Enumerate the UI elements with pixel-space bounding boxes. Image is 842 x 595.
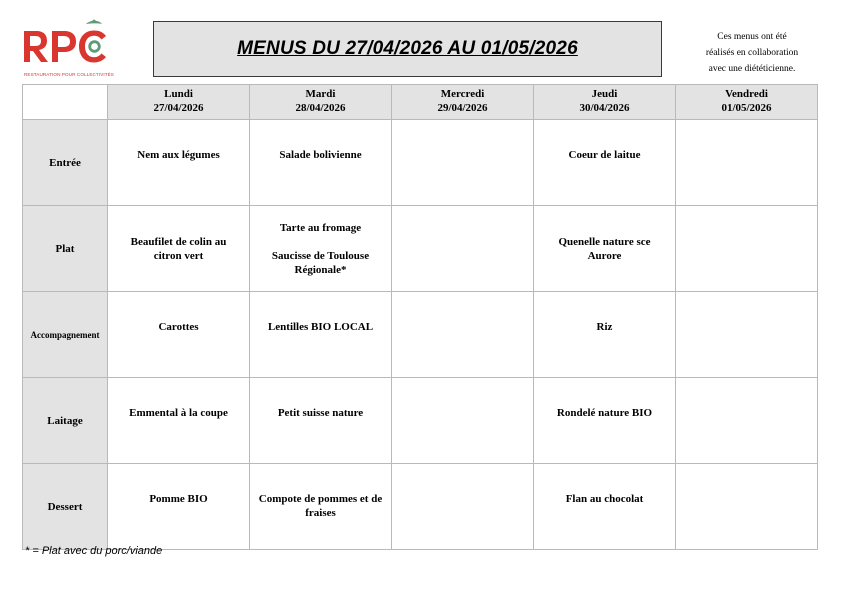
dish-line: Rondelé nature BIO: [556, 407, 653, 419]
row-label: Entrée: [23, 120, 108, 206]
menu-row-entree: [23, 120, 818, 206]
day-date: 27/04/2026: [153, 102, 204, 114]
dish-line: Quenelle nature sce: [558, 235, 651, 248]
dish-line: Pomme BIO: [149, 493, 208, 505]
menu-cell: [534, 378, 676, 464]
title-box: [153, 21, 662, 77]
dish-line: Saucisse de Toulouse: [271, 249, 370, 262]
menu-cell: [676, 206, 818, 292]
menu-cell: [108, 206, 250, 292]
row-label: Laitage: [23, 378, 108, 464]
dish-line: Nem aux légumes: [137, 149, 220, 161]
day-header: [108, 85, 250, 120]
page-title: MENUS DU 27/04/2026 AU 01/05/2026: [237, 38, 578, 59]
note-line: Ces menus ont été: [717, 32, 787, 42]
dish-line: citron vert: [153, 249, 204, 262]
day-name: Lundi: [164, 88, 193, 100]
day-date: 28/04/2026: [295, 102, 346, 114]
menu-cell: [392, 378, 534, 464]
dish-line: Petit suisse nature: [277, 407, 364, 419]
day-name: Vendredi: [725, 88, 768, 100]
day-name: Jeudi: [591, 88, 618, 100]
dish-line: Salade bolivienne: [279, 149, 362, 161]
menu-row-dessert: [23, 464, 818, 550]
menu-cell: [250, 120, 392, 206]
menu-cell: [392, 464, 534, 550]
row-label: Accompagnement: [23, 292, 108, 378]
menu-cell: [108, 120, 250, 206]
dish-line: Lentilles BIO LOCAL: [267, 321, 374, 333]
rpc-logo-graphic: [22, 18, 114, 80]
dietitian-note: [690, 29, 814, 77]
day-date: 29/04/2026: [437, 102, 488, 114]
menu-cell: [676, 120, 818, 206]
footnote: * = Plat avec du porc/viande: [25, 545, 163, 557]
menu-cell: [108, 292, 250, 378]
menu-cell: [534, 120, 676, 206]
logo-tagline: RESTAURATION POUR COLLECTIVITÉS: [24, 72, 114, 77]
rpc-logo: [22, 18, 114, 80]
menu-cell: [250, 292, 392, 378]
menu-row-plat: [23, 206, 818, 292]
menu-cell: [534, 206, 676, 292]
day-date: 30/04/2026: [579, 102, 630, 114]
day-header: [392, 85, 534, 120]
note-line: avec une diététicienne.: [708, 64, 796, 74]
header-row: [23, 85, 818, 120]
day-name: Mardi: [305, 88, 336, 100]
menu-cell: [676, 292, 818, 378]
corner-cell: [23, 85, 108, 120]
dish-line: Emmental à la coupe: [129, 407, 228, 419]
note-line: réalisés en collaboration: [705, 48, 799, 58]
day-header: [676, 85, 818, 120]
menu-cell: [676, 464, 818, 550]
dish-line: Tarte au fromage: [279, 221, 362, 234]
row-label: Dessert: [23, 464, 108, 550]
dish-line: Carottes: [158, 321, 199, 333]
menu-cell: [108, 378, 250, 464]
day-date: 01/05/2026: [721, 102, 772, 114]
day-header: [250, 85, 392, 120]
menu-cell: [108, 464, 250, 550]
menu-cell: [392, 292, 534, 378]
menu-cell: [534, 292, 676, 378]
menu-table: [22, 84, 818, 550]
menu-cell: [392, 206, 534, 292]
menu-cell: [676, 378, 818, 464]
dish-line: Compote de pommes et de: [258, 493, 383, 505]
menu-cell: [250, 378, 392, 464]
row-label: Plat: [23, 206, 108, 292]
dish-line: Riz: [596, 321, 613, 333]
menu-cell: [250, 464, 392, 550]
dish-line: Régionale*: [294, 263, 347, 276]
menu-cell: [534, 464, 676, 550]
day-name: Mercredi: [440, 88, 485, 100]
dish-line: Coeur de laitue: [568, 149, 641, 161]
menu-cell: [392, 120, 534, 206]
dish-line: Flan au chocolat: [565, 493, 644, 505]
menu-row-accompagnement: [23, 292, 818, 378]
dish-line: Aurore: [587, 249, 622, 262]
menu-cell: [250, 206, 392, 292]
day-header: [534, 85, 676, 120]
menu-row-laitage: [23, 378, 818, 464]
dish-line: Beaufilet de colin au: [130, 235, 227, 248]
dish-line: fraises: [305, 507, 336, 519]
